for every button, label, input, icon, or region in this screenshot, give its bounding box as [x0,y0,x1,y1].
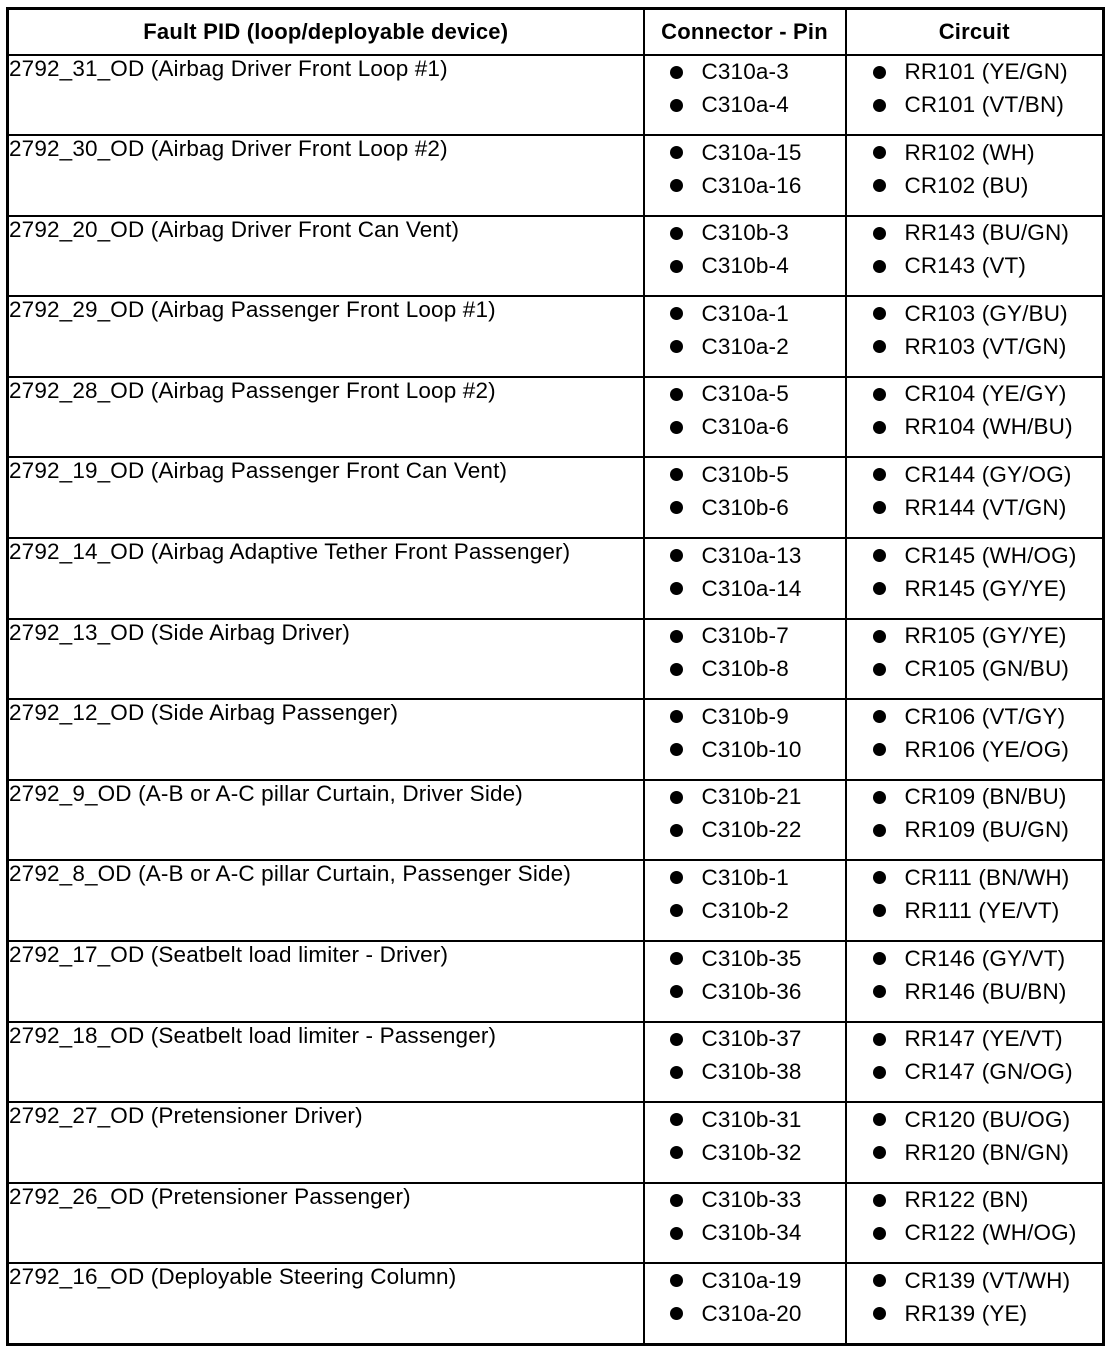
connector-pin-cell-list [645,1184,845,1250]
circuit-cell [846,699,1104,780]
circuit-item [847,620,1103,653]
bullet-icon [873,388,886,401]
connector-pin-item-text: C310a-14 [701,575,802,601]
circuit-item [847,297,1103,330]
bullet-icon [873,630,886,643]
bullet-icon [670,791,683,804]
connector-pin-item-text: C310b-31 [701,1106,802,1132]
connector-pin-cell [644,619,846,700]
connector-pin-item [645,411,845,444]
circuit-item-text: RR109 (BU/GN) [904,817,1069,843]
connector-pin-cell-list [645,458,845,524]
circuit-item [847,89,1103,122]
table-row [8,377,1104,458]
connector-pin-item [645,491,845,524]
circuit-item [847,942,1103,975]
circuit-item [847,217,1103,250]
circuit-item-text: CR143 (VT) [904,253,1027,279]
bullet-icon [873,421,886,434]
bullet-icon [670,743,683,756]
bullet-icon [670,710,683,723]
circuit-item [847,56,1103,89]
circuit-cell [846,619,1104,700]
bullet-icon [873,501,886,514]
connector-pin-item-text: C310a-3 [701,59,789,84]
fault-pid-cell: 2792_13_OD (Side Airbag Driver) [8,619,644,700]
bullet-icon [873,227,886,240]
bullet-icon [670,904,683,917]
connector-pin-item [645,297,845,330]
bullet-icon [873,791,886,804]
connector-pin-item [645,136,845,169]
bullet-icon [670,952,683,965]
bullet-icon [873,904,886,917]
bullet-icon [670,179,683,192]
fault-pid-cell: 2792_18_OD (Seatbelt load limiter - Passenger) [8,1022,644,1103]
connector-pin-cell-list [645,620,845,686]
circuit-item [847,733,1103,766]
connector-pin-item-text: C310b-5 [701,461,789,487]
circuit-item-text: CR139 (VT/WH) [904,1267,1071,1293]
fault-pid-cell: 2792_20_OD (Airbag Driver Front Can Vent) [8,216,644,297]
circuit-item [847,411,1103,444]
connector-pin-item-text: C310a-5 [701,381,789,407]
connector-pin-cell [644,55,846,136]
circuit-cell-list [847,297,1103,363]
circuit-item [847,136,1103,169]
connector-pin-item [645,814,845,847]
connector-pin-item [645,781,845,814]
circuit-cell [846,1263,1104,1344]
connector-pin-item-text: C310b-4 [701,253,789,279]
bullet-icon [670,1274,683,1287]
bullet-icon [873,710,886,723]
connector-pin-cell-list [645,781,845,847]
circuit-item [847,1136,1103,1169]
bullet-icon [670,1194,683,1207]
circuit-item [847,1023,1103,1056]
connector-pin-item [645,1136,845,1169]
circuit-item-text: CR109 (BN/BU) [904,784,1067,810]
connector-pin-item [645,1184,845,1217]
circuit-item-text: RR147 (YE/VT) [904,1026,1063,1052]
circuit-item-text: RR144 (VT/GN) [904,494,1067,520]
bullet-icon [670,1066,683,1079]
bullet-icon [670,824,683,837]
bullet-icon [670,307,683,320]
circuit-cell [846,941,1104,1022]
bullet-icon [873,549,886,562]
circuit-item [847,781,1103,814]
connector-pin-item [645,1056,845,1089]
connector-pin-cell [644,1102,846,1183]
circuit-item [847,1184,1103,1217]
bullet-icon [873,468,886,481]
circuit-item-text: CR145 (WH/OG) [904,542,1077,568]
connector-pin-item-text: C310b-35 [701,945,802,971]
connector-pin-item [645,733,845,766]
circuit-cell-list [847,700,1103,766]
bullet-icon [873,663,886,676]
bullet-icon [670,985,683,998]
bullet-icon [670,421,683,434]
circuit-item-text: RR120 (BN/GN) [904,1139,1069,1165]
circuit-item [847,169,1103,202]
bullet-icon [670,501,683,514]
bullet-icon [670,260,683,273]
connector-pin-cell-list [645,861,845,927]
circuit-item-text: RR105 (GY/YE) [904,623,1067,649]
table-row [8,1183,1104,1264]
bullet-icon [873,824,886,837]
connector-pin-cell [644,538,846,619]
connector-pin-cell-list [645,942,845,1008]
column-header-circuit: Circuit [846,9,1104,55]
bullet-icon [873,1194,886,1207]
connector-pin-item [645,458,845,491]
circuit-cell [846,1102,1104,1183]
bullet-icon [873,1113,886,1126]
fault-pid-cell: 2792_26_OD (Pretensioner Passenger) [8,1183,644,1264]
bullet-icon [670,1146,683,1159]
connector-pin-item [645,700,845,733]
connector-pin-item [645,1264,845,1297]
connector-pin-cell-list [645,539,845,605]
bullet-icon [670,582,683,595]
circuit-item [847,894,1103,927]
table-row [8,135,1104,216]
connector-pin-item-text: C310a-15 [701,139,802,165]
circuit-cell-list [847,861,1103,927]
circuit-cell [846,135,1104,216]
connector-pin-cell [644,457,846,538]
connector-pin-item [645,378,845,411]
circuit-item [847,814,1103,847]
bullet-icon [873,99,886,112]
bullet-icon [670,227,683,240]
circuit-item-text: RR103 (VT/GN) [904,333,1067,359]
connector-pin-item-text: C310a-16 [701,172,802,198]
circuit-item [847,861,1103,894]
bullet-icon [873,340,886,353]
connector-pin-cell [644,296,846,377]
connector-pin-item [645,539,845,572]
bullet-icon [670,388,683,401]
fault-pid-cell: 2792_9_OD (A-B or A-C pillar Curtain, Driver Side) [8,780,644,861]
circuit-cell-list [847,217,1103,283]
connector-pin-cell-list [645,56,845,122]
fault-pid-cell: 2792_8_OD (A-B or A-C pillar Curtain, Passenger Side) [8,860,644,941]
connector-pin-cell-list [645,1264,845,1330]
connector-pin-cell [644,1263,846,1344]
connector-pin-item [645,56,845,89]
connector-pin-item [645,572,845,605]
connector-pin-item [645,942,845,975]
circuit-cell-list [847,539,1103,605]
circuit-item-text: CR101 (VT/BN) [904,92,1064,117]
connector-pin-item [645,975,845,1008]
fault-pid-cell: 2792_19_OD (Airbag Passenger Front Can Vent) [8,457,644,538]
connector-pin-item-text: C310b-33 [701,1187,802,1213]
circuit-item-text: RR146 (BU/BN) [904,978,1067,1004]
circuit-cell-list [847,1023,1103,1089]
bullet-icon [873,985,886,998]
circuit-item-text: CR102 (BU) [904,172,1029,198]
bullet-icon [670,1113,683,1126]
table-row [8,457,1104,538]
connector-pin-cell [644,780,846,861]
connector-pin-item [645,330,845,363]
table-row [8,1263,1104,1344]
table-row [8,55,1104,136]
connector-pin-cell [644,699,846,780]
connector-pin-cell [644,216,846,297]
connector-pin-cell [644,860,846,941]
connector-pin-cell-list [645,136,845,202]
circuit-cell-list [847,1264,1103,1330]
fault-pid-cell: 2792_16_OD (Deployable Steering Column) [8,1263,644,1344]
circuit-cell [846,860,1104,941]
circuit-item [847,491,1103,524]
connector-pin-item [645,217,845,250]
table-row [8,941,1104,1022]
connector-pin-cell-list [645,1103,845,1169]
circuit-item [847,1056,1103,1089]
connector-pin-item-text: C310a-19 [701,1267,802,1293]
table-row [8,619,1104,700]
circuit-cell [846,538,1104,619]
circuit-item-text: CR106 (VT/GY) [904,703,1066,729]
connector-pin-item [645,250,845,283]
connector-pin-cell-list [645,217,845,283]
table-row [8,1102,1104,1183]
circuit-item [847,539,1103,572]
table-row [8,860,1104,941]
table-body [8,55,1104,1345]
bullet-icon [670,1227,683,1240]
connector-pin-item-text: C310b-7 [701,623,789,649]
table-row [8,780,1104,861]
circuit-item-text: CR111 (BN/WH) [904,864,1070,890]
connector-pin-cell-list [645,1023,845,1089]
connector-pin-item-text: C310a-2 [701,333,789,359]
circuit-item [847,572,1103,605]
fault-pid-cell: 2792_28_OD (Airbag Passenger Front Loop #2) [8,377,644,458]
fault-pid-table [6,7,1105,1346]
circuit-item [847,250,1103,283]
connector-pin-cell-list [645,700,845,766]
connector-pin-item-text: C310b-36 [701,978,802,1004]
circuit-item [847,1217,1103,1250]
bullet-icon [873,146,886,159]
circuit-item-text: RR106 (YE/OG) [904,736,1069,762]
connector-pin-item-text: C310b-10 [701,736,802,762]
table-row [8,216,1104,297]
fault-pid-cell: 2792_30_OD (Airbag Driver Front Loop #2) [8,135,644,216]
bullet-icon [873,743,886,756]
bullet-icon [873,260,886,273]
bullet-icon [670,99,683,112]
circuit-item-text: RR102 (WH) [904,139,1035,165]
fault-pid-cell: 2792_14_OD (Airbag Adaptive Tether Front Passenger) [8,538,644,619]
circuit-item [847,330,1103,363]
connector-pin-cell-list [645,378,845,444]
connector-pin-item-text: C310b-32 [701,1139,802,1165]
bullet-icon [873,1227,886,1240]
circuit-cell-list [847,1103,1103,1169]
bullet-icon [873,952,886,965]
connector-pin-cell [644,135,846,216]
table-row [8,699,1104,780]
circuit-item-text: RR139 (YE) [904,1300,1028,1326]
bullet-icon [873,179,886,192]
circuit-item-text: RR122 (BN) [904,1187,1029,1213]
circuit-cell [846,216,1104,297]
connector-pin-item [645,1217,845,1250]
connector-pin-item [645,89,845,122]
connector-pin-item-text: C310b-9 [701,703,789,729]
circuit-item [847,1264,1103,1297]
connector-pin-cell [644,377,846,458]
bullet-icon [873,1274,886,1287]
connector-pin-cell [644,1183,846,1264]
connector-pin-item-text: C310b-3 [701,220,789,246]
fault-pid-cell: 2792_17_OD (Seatbelt load limiter - Driver) [8,941,644,1022]
circuit-item-text: RR145 (GY/YE) [904,575,1067,601]
connector-pin-item [645,1103,845,1136]
connector-pin-item-text: C310a-1 [701,300,789,326]
circuit-item [847,1297,1103,1330]
bullet-icon [873,871,886,884]
circuit-item [847,458,1103,491]
circuit-cell-list [847,942,1103,1008]
circuit-cell-list [847,458,1103,524]
connector-pin-item-text: C310b-6 [701,494,789,520]
circuit-item-text: RR101 (YE/GN) [904,59,1068,84]
bullet-icon [873,582,886,595]
bullet-icon [670,630,683,643]
table-row [8,538,1104,619]
circuit-cell [846,457,1104,538]
bullet-icon [670,340,683,353]
table-row [8,1022,1104,1103]
fault-pid-cell: 2792_27_OD (Pretensioner Driver) [8,1102,644,1183]
circuit-item-text: CR122 (WH/OG) [904,1220,1077,1246]
connector-pin-item-text: C310b-22 [701,817,802,843]
connector-pin-item-text: C310a-13 [701,542,802,568]
column-header-connector-pin: Connector - Pin [644,9,846,55]
connector-pin-cell [644,941,846,1022]
bullet-icon [873,1066,886,1079]
fault-pid-cell: 2792_12_OD (Side Airbag Passenger) [8,699,644,780]
bullet-icon [670,146,683,159]
connector-pin-item-text: C310b-8 [701,656,789,682]
bullet-icon [670,549,683,562]
circuit-item [847,1103,1103,1136]
connector-pin-item-text: C310b-21 [701,784,802,810]
connector-pin-item-text: C310a-4 [701,92,789,117]
circuit-cell-list [847,56,1103,122]
circuit-cell [846,377,1104,458]
circuit-item-text: CR144 (GY/OG) [904,461,1072,487]
connector-pin-item [645,1297,845,1330]
circuit-cell-list [847,136,1103,202]
fault-pid-cell: 2792_31_OD (Airbag Driver Front Loop #1) [8,55,644,136]
circuit-cell-list [847,620,1103,686]
circuit-cell [846,1183,1104,1264]
connector-pin-item-text: C310b-38 [701,1059,802,1085]
bullet-icon [670,1307,683,1320]
circuit-item [847,700,1103,733]
connector-pin-item-text: C310b-2 [701,897,789,923]
circuit-cell-list [847,781,1103,847]
bullet-icon [873,66,886,79]
connector-pin-cell-list [645,297,845,363]
circuit-cell [846,780,1104,861]
circuit-item-text: RR111 (YE/VT) [904,897,1060,923]
circuit-cell-list [847,378,1103,444]
connector-pin-item-text: C310a-20 [701,1300,802,1326]
circuit-item [847,975,1103,1008]
bullet-icon [873,307,886,320]
connector-pin-item-text: C310b-34 [701,1220,802,1246]
circuit-item-text: RR143 (BU/GN) [904,220,1069,246]
circuit-cell-list [847,1184,1103,1250]
connector-pin-item [645,861,845,894]
bullet-icon [873,1146,886,1159]
table-row [8,296,1104,377]
circuit-cell [846,296,1104,377]
connector-pin-item-text: C310b-37 [701,1026,802,1052]
connector-pin-item [645,894,845,927]
circuit-item-text: CR104 (YE/GY) [904,381,1067,407]
bullet-icon [670,66,683,79]
circuit-cell [846,1022,1104,1103]
circuit-item [847,378,1103,411]
connector-pin-item [645,169,845,202]
bullet-icon [670,663,683,676]
circuit-item-text: CR147 (GN/OG) [904,1059,1073,1085]
connector-pin-item [645,653,845,686]
connector-pin-item [645,620,845,653]
column-header-fault-pid: Fault PID (loop/deployable device) [8,9,644,55]
circuit-item-text: CR105 (GN/BU) [904,656,1069,682]
bullet-icon [873,1307,886,1320]
connector-pin-item-text: C310b-1 [701,864,789,890]
fault-pid-cell: 2792_29_OD (Airbag Passenger Front Loop #1) [8,296,644,377]
circuit-cell [846,55,1104,136]
circuit-item-text: CR146 (GY/VT) [904,945,1066,971]
connector-pin-item [645,1023,845,1056]
table-header-row [8,9,1104,55]
bullet-icon [670,1033,683,1046]
circuit-item-text: CR103 (GY/BU) [904,300,1068,326]
circuit-item-text: CR120 (BU/OG) [904,1106,1071,1132]
bullet-icon [873,1033,886,1046]
bullet-icon [670,871,683,884]
circuit-item [847,653,1103,686]
bullet-icon [670,468,683,481]
connector-pin-item-text: C310a-6 [701,414,789,440]
connector-pin-cell [644,1022,846,1103]
circuit-item-text: RR104 (WH/BU) [904,414,1073,440]
